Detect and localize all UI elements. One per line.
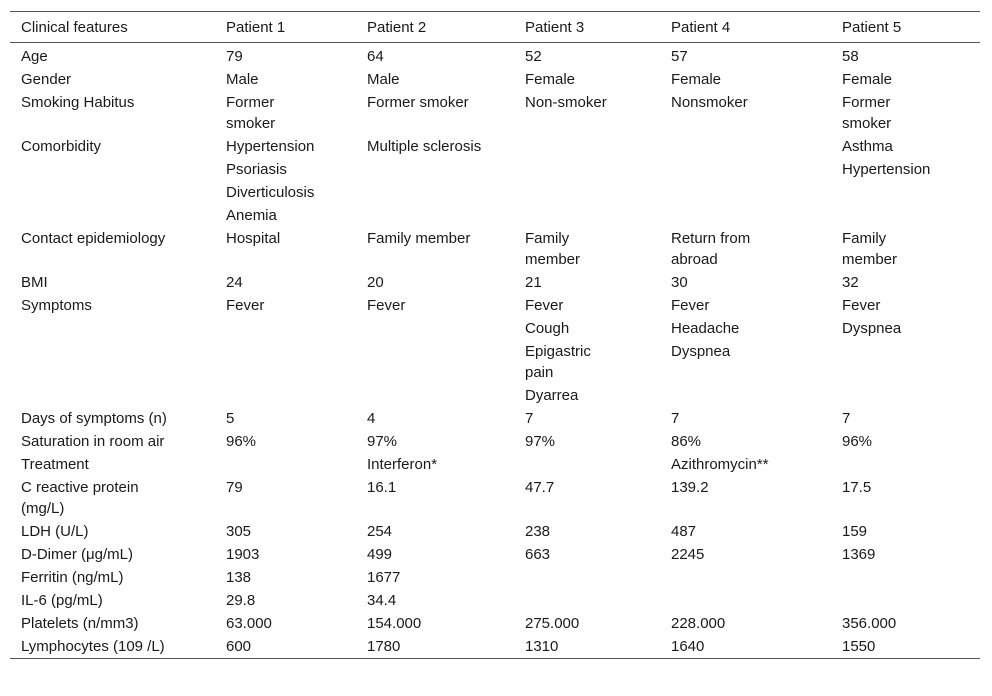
table-cell-patient-3	[514, 158, 660, 181]
row-label	[10, 384, 215, 407]
cell-value: 487	[671, 523, 697, 540]
table-row	[10, 407, 980, 430]
table-cell-patient-5	[831, 476, 980, 520]
table-row	[10, 158, 980, 181]
cell-value: 1780	[367, 638, 401, 655]
cell-value: 63.000	[226, 615, 272, 632]
table-row	[10, 566, 980, 589]
row-label	[10, 181, 215, 204]
cell-value: Hypertension	[842, 161, 931, 178]
header-cell-features: Clinical features	[21, 18, 128, 36]
cell-value: 159	[842, 523, 868, 540]
table-cell-patient-4	[660, 43, 831, 69]
table-cell-patient-1	[215, 635, 356, 659]
table-cell-patient-2	[356, 430, 514, 453]
cell-value: 16.1	[367, 479, 397, 496]
table-row	[10, 476, 980, 520]
cell-value: 138	[226, 569, 252, 586]
table-cell-patient-5	[831, 135, 980, 158]
table-cell-patient-3	[514, 317, 660, 340]
table-cell-patient-4	[660, 476, 831, 520]
table-cell-patient-4	[660, 543, 831, 566]
table-cell-patient-1	[215, 566, 356, 589]
table-cell-patient-5	[831, 589, 980, 612]
cell-value: 2245	[671, 546, 705, 563]
table-cell-patient-5	[831, 453, 980, 476]
table-cell-patient-4	[660, 91, 831, 135]
table-cell-patient-5	[831, 271, 980, 294]
table-cell-patient-4	[660, 635, 831, 659]
cell-value: Female	[842, 71, 893, 88]
cell-value: Female	[525, 71, 576, 88]
table-cell-patient-4	[660, 430, 831, 453]
cell-value: Return from abroad	[671, 230, 751, 268]
table-row	[10, 589, 980, 612]
cell-value: 86%	[671, 433, 702, 450]
cell-value: 499	[367, 546, 393, 563]
table-cell-patient-2	[356, 453, 514, 476]
table-row	[10, 340, 980, 384]
table-cell-patient-1	[215, 91, 356, 135]
cell-value: 7	[525, 410, 534, 427]
table-cell-patient-5	[831, 294, 980, 317]
table-cell-patient-2	[356, 158, 514, 181]
table-cell-patient-2	[356, 204, 514, 227]
table-cell-patient-2	[356, 181, 514, 204]
cell-value: 57	[671, 48, 688, 65]
table-cell-patient-3	[514, 476, 660, 520]
table-cell-patient-4	[660, 407, 831, 430]
table-cell-patient-2	[356, 589, 514, 612]
table-cell-patient-2	[356, 476, 514, 520]
table-cell-patient-1	[215, 204, 356, 227]
table-cell-patient-5	[831, 317, 980, 340]
table-cell-patient-5	[831, 158, 980, 181]
cell-value: Former smoker	[842, 94, 892, 132]
table-cell-patient-4	[660, 384, 831, 407]
table-row	[10, 181, 980, 204]
table-row	[10, 204, 980, 227]
cell-value: 254	[367, 523, 393, 540]
cell-value: Dyspnea	[671, 343, 731, 360]
table-row	[10, 520, 980, 543]
table-cell-patient-2	[356, 340, 514, 384]
cell-value: 29.8	[226, 592, 256, 609]
table-cell-patient-1	[215, 68, 356, 91]
table-row	[10, 635, 980, 659]
cell-value: 96%	[842, 433, 873, 450]
table-cell-patient-2	[356, 294, 514, 317]
table-cell-patient-3	[514, 181, 660, 204]
table-cell-patient-1	[215, 135, 356, 158]
cell-value: Former smoker	[226, 94, 276, 132]
cell-value: Family member	[525, 230, 581, 268]
header-cell-patient-3: Patient 3	[525, 18, 585, 36]
table-cell-patient-3	[514, 589, 660, 612]
cell-value: 79	[226, 48, 243, 65]
table-cell-patient-4	[660, 453, 831, 476]
row-label: Smoking Habitus	[21, 94, 135, 111]
row-label: Lymphocytes (109 /L)	[21, 638, 165, 655]
table-cell-patient-5	[831, 384, 980, 407]
cell-value: 663	[525, 546, 551, 563]
table-cell-patient-3	[514, 566, 660, 589]
row-label: Saturation in room air	[21, 433, 165, 450]
table-cell-patient-5	[831, 340, 980, 384]
header-cell-patient-1: Patient 1	[226, 18, 286, 36]
table-cell-patient-3	[514, 135, 660, 158]
header-cell-patient-2: Patient 2	[367, 18, 427, 36]
cell-value: Interferon*	[367, 456, 438, 473]
table-cell-patient-1	[215, 158, 356, 181]
cell-value: Epigastric pain	[525, 343, 591, 381]
table-cell-patient-2	[356, 135, 514, 158]
row-label	[10, 317, 215, 340]
table-cell-patient-2	[356, 43, 514, 69]
cell-value: 20	[367, 274, 384, 291]
table-row	[10, 91, 980, 135]
cell-value: 275.000	[525, 615, 580, 632]
table-cell-patient-1	[215, 294, 356, 317]
row-label: Symptoms	[21, 297, 92, 314]
table-cell-patient-1	[215, 43, 356, 69]
row-label: Days of symptoms (n)	[21, 410, 167, 427]
cell-value: 7	[671, 410, 680, 427]
table-cell-patient-2	[356, 520, 514, 543]
cell-value: Azithromycin**	[671, 456, 769, 473]
table-row	[10, 453, 980, 476]
table-cell-patient-1	[215, 520, 356, 543]
table-cell-patient-4	[660, 135, 831, 158]
cell-value: 79	[226, 479, 243, 496]
table-row	[10, 68, 980, 91]
cell-value: Nonsmoker	[671, 94, 748, 111]
table-cell-patient-2	[356, 543, 514, 566]
cell-value: 1310	[525, 638, 559, 655]
table-cell-patient-2	[356, 317, 514, 340]
cell-value: Hypertension	[226, 138, 315, 155]
table-cell-patient-1	[215, 543, 356, 566]
cell-value: 228.000	[671, 615, 726, 632]
row-label: Treatment	[21, 456, 89, 473]
table-cell-patient-5	[831, 91, 980, 135]
table-cell-patient-3	[514, 43, 660, 69]
cell-value: 30	[671, 274, 688, 291]
cell-value: 7	[842, 410, 851, 427]
table-cell-patient-3	[514, 68, 660, 91]
table-cell-patient-4	[660, 566, 831, 589]
table-cell-patient-3	[514, 227, 660, 271]
header-cell-patient-5: Patient 5	[842, 18, 902, 36]
table-cell-patient-5	[831, 43, 980, 69]
table-row	[10, 384, 980, 407]
table-cell-patient-5	[831, 407, 980, 430]
header-row	[10, 12, 980, 43]
table-cell-patient-1	[215, 476, 356, 520]
cell-value: Diverticulosis	[226, 184, 315, 201]
cell-value: Fever	[226, 297, 265, 314]
cell-value: 64	[367, 48, 384, 65]
cell-value: Dyarrea	[525, 387, 579, 404]
row-label: BMI	[21, 274, 48, 291]
table-cell-patient-3	[514, 91, 660, 135]
table-cell-patient-1	[215, 181, 356, 204]
cell-value: 1369	[842, 546, 876, 563]
cell-value: 1640	[671, 638, 705, 655]
row-label	[10, 158, 215, 181]
table-header	[10, 12, 980, 43]
row-label: Comorbidity	[21, 138, 102, 155]
table-cell-patient-4	[660, 181, 831, 204]
cell-value: 4	[367, 410, 376, 427]
cell-value: 96%	[226, 433, 257, 450]
table-cell-patient-4	[660, 520, 831, 543]
cell-value: 47.7	[525, 479, 555, 496]
row-label: Gender	[21, 71, 72, 88]
cell-value: 52	[525, 48, 542, 65]
table-cell-patient-3	[514, 520, 660, 543]
table-cell-patient-5	[831, 566, 980, 589]
table-cell-patient-5	[831, 181, 980, 204]
table-cell-patient-4	[660, 271, 831, 294]
row-label	[10, 340, 215, 384]
row-label	[10, 204, 215, 227]
table-cell-patient-1	[215, 227, 356, 271]
cell-value: 34.4	[367, 592, 397, 609]
row-label: D-Dimer (μg/mL)	[21, 546, 133, 563]
cell-value: Psoriasis	[226, 161, 287, 178]
cell-value: 1550	[842, 638, 876, 655]
table-cell-patient-3	[514, 612, 660, 635]
cell-value: Family member	[842, 230, 898, 268]
table-cell-patient-3	[514, 271, 660, 294]
table-cell-patient-2	[356, 227, 514, 271]
table-cell-patient-2	[356, 566, 514, 589]
table-cell-patient-3	[514, 635, 660, 659]
cell-value: 24	[226, 274, 243, 291]
row-label: Contact epidemiology	[21, 230, 166, 247]
table-row	[10, 317, 980, 340]
table-cell-patient-4	[660, 294, 831, 317]
table-cell-patient-3	[514, 340, 660, 384]
table-cell-patient-4	[660, 68, 831, 91]
table-cell-patient-5	[831, 68, 980, 91]
table-cell-patient-4	[660, 227, 831, 271]
cell-value: Former smoker	[367, 94, 469, 111]
cell-value: 58	[842, 48, 859, 65]
table-cell-patient-3	[514, 384, 660, 407]
table-cell-patient-1	[215, 384, 356, 407]
table-cell-patient-1	[215, 589, 356, 612]
table-cell-patient-1	[215, 271, 356, 294]
table-cell-patient-1	[215, 317, 356, 340]
cell-value: 21	[525, 274, 542, 291]
table-cell-patient-4	[660, 612, 831, 635]
table-cell-patient-3	[514, 204, 660, 227]
table-cell-patient-2	[356, 407, 514, 430]
table-cell-patient-2	[356, 91, 514, 135]
table-cell-patient-5	[831, 612, 980, 635]
cell-value: Male	[367, 71, 400, 88]
table-cell-patient-1	[215, 407, 356, 430]
table-row	[10, 430, 980, 453]
cell-value: 238	[525, 523, 551, 540]
cell-value: 1903	[226, 546, 260, 563]
cell-value: 600	[226, 638, 252, 655]
table-cell-patient-1	[215, 430, 356, 453]
cell-value: 97%	[525, 433, 556, 450]
row-label: Ferritin (ng/mL)	[21, 569, 124, 586]
table-cell-patient-2	[356, 635, 514, 659]
table-row	[10, 543, 980, 566]
cell-value: Dyspnea	[842, 320, 902, 337]
table-cell-patient-1	[215, 453, 356, 476]
cell-value: Fever	[525, 297, 564, 314]
cell-value: Hospital	[226, 230, 281, 247]
table-cell-patient-3	[514, 453, 660, 476]
cell-value: Multiple sclerosis	[367, 138, 482, 155]
table-cell-patient-2	[356, 612, 514, 635]
table-cell-patient-5	[831, 635, 980, 659]
cell-value: Female	[671, 71, 722, 88]
table-cell-patient-2	[356, 68, 514, 91]
cell-value: Cough	[525, 320, 570, 337]
table-cell-patient-1	[215, 340, 356, 384]
cell-value: Asthma	[842, 138, 893, 155]
cell-value: Anemia	[226, 207, 277, 224]
table-cell-patient-5	[831, 543, 980, 566]
cell-value: Fever	[842, 297, 881, 314]
table-row	[10, 227, 980, 271]
cell-value: Headache	[671, 320, 740, 337]
row-label: IL-6 (pg/mL)	[21, 592, 103, 609]
table-cell-patient-4	[660, 204, 831, 227]
cell-value: 305	[226, 523, 252, 540]
table-cell-patient-3	[514, 543, 660, 566]
cell-value: Fever	[367, 297, 406, 314]
table-cell-patient-5	[831, 204, 980, 227]
cell-value: 5	[226, 410, 235, 427]
cell-value: 97%	[367, 433, 398, 450]
row-label: Platelets (n/mm3)	[21, 615, 139, 632]
table-cell-patient-4	[660, 317, 831, 340]
cell-value: Fever	[671, 297, 710, 314]
row-label: Age	[21, 48, 48, 65]
table-cell-patient-2	[356, 384, 514, 407]
row-label: C reactive protein (mg/L)	[21, 479, 139, 517]
cell-value: 154.000	[367, 615, 422, 632]
table-cell-patient-3	[514, 407, 660, 430]
table-cell-patient-5	[831, 430, 980, 453]
cell-value: Male	[226, 71, 259, 88]
cell-value: 139.2	[671, 479, 709, 496]
table-cell-patient-3	[514, 294, 660, 317]
row-label: LDH (U/L)	[21, 523, 89, 540]
table-cell-patient-2	[356, 271, 514, 294]
table-cell-patient-1	[215, 612, 356, 635]
table-cell-patient-3	[514, 430, 660, 453]
table-cell-patient-5	[831, 520, 980, 543]
cell-value: 17.5	[842, 479, 872, 496]
table-row	[10, 135, 980, 158]
cell-value: Non-smoker	[525, 94, 607, 111]
cell-value: Family member	[367, 230, 471, 247]
table-body	[10, 43, 980, 659]
table-cell-patient-5	[831, 227, 980, 271]
clinical-features-table	[10, 11, 980, 659]
cell-value: 356.000	[842, 615, 897, 632]
table-row	[10, 43, 980, 69]
cell-value: 1677	[367, 569, 401, 586]
table-row	[10, 612, 980, 635]
table-row	[10, 271, 980, 294]
table-cell-patient-4	[660, 589, 831, 612]
table-cell-patient-4	[660, 340, 831, 384]
table-cell-patient-4	[660, 158, 831, 181]
cell-value: 32	[842, 274, 859, 291]
table-row	[10, 294, 980, 317]
header-cell-patient-4: Patient 4	[671, 18, 731, 36]
